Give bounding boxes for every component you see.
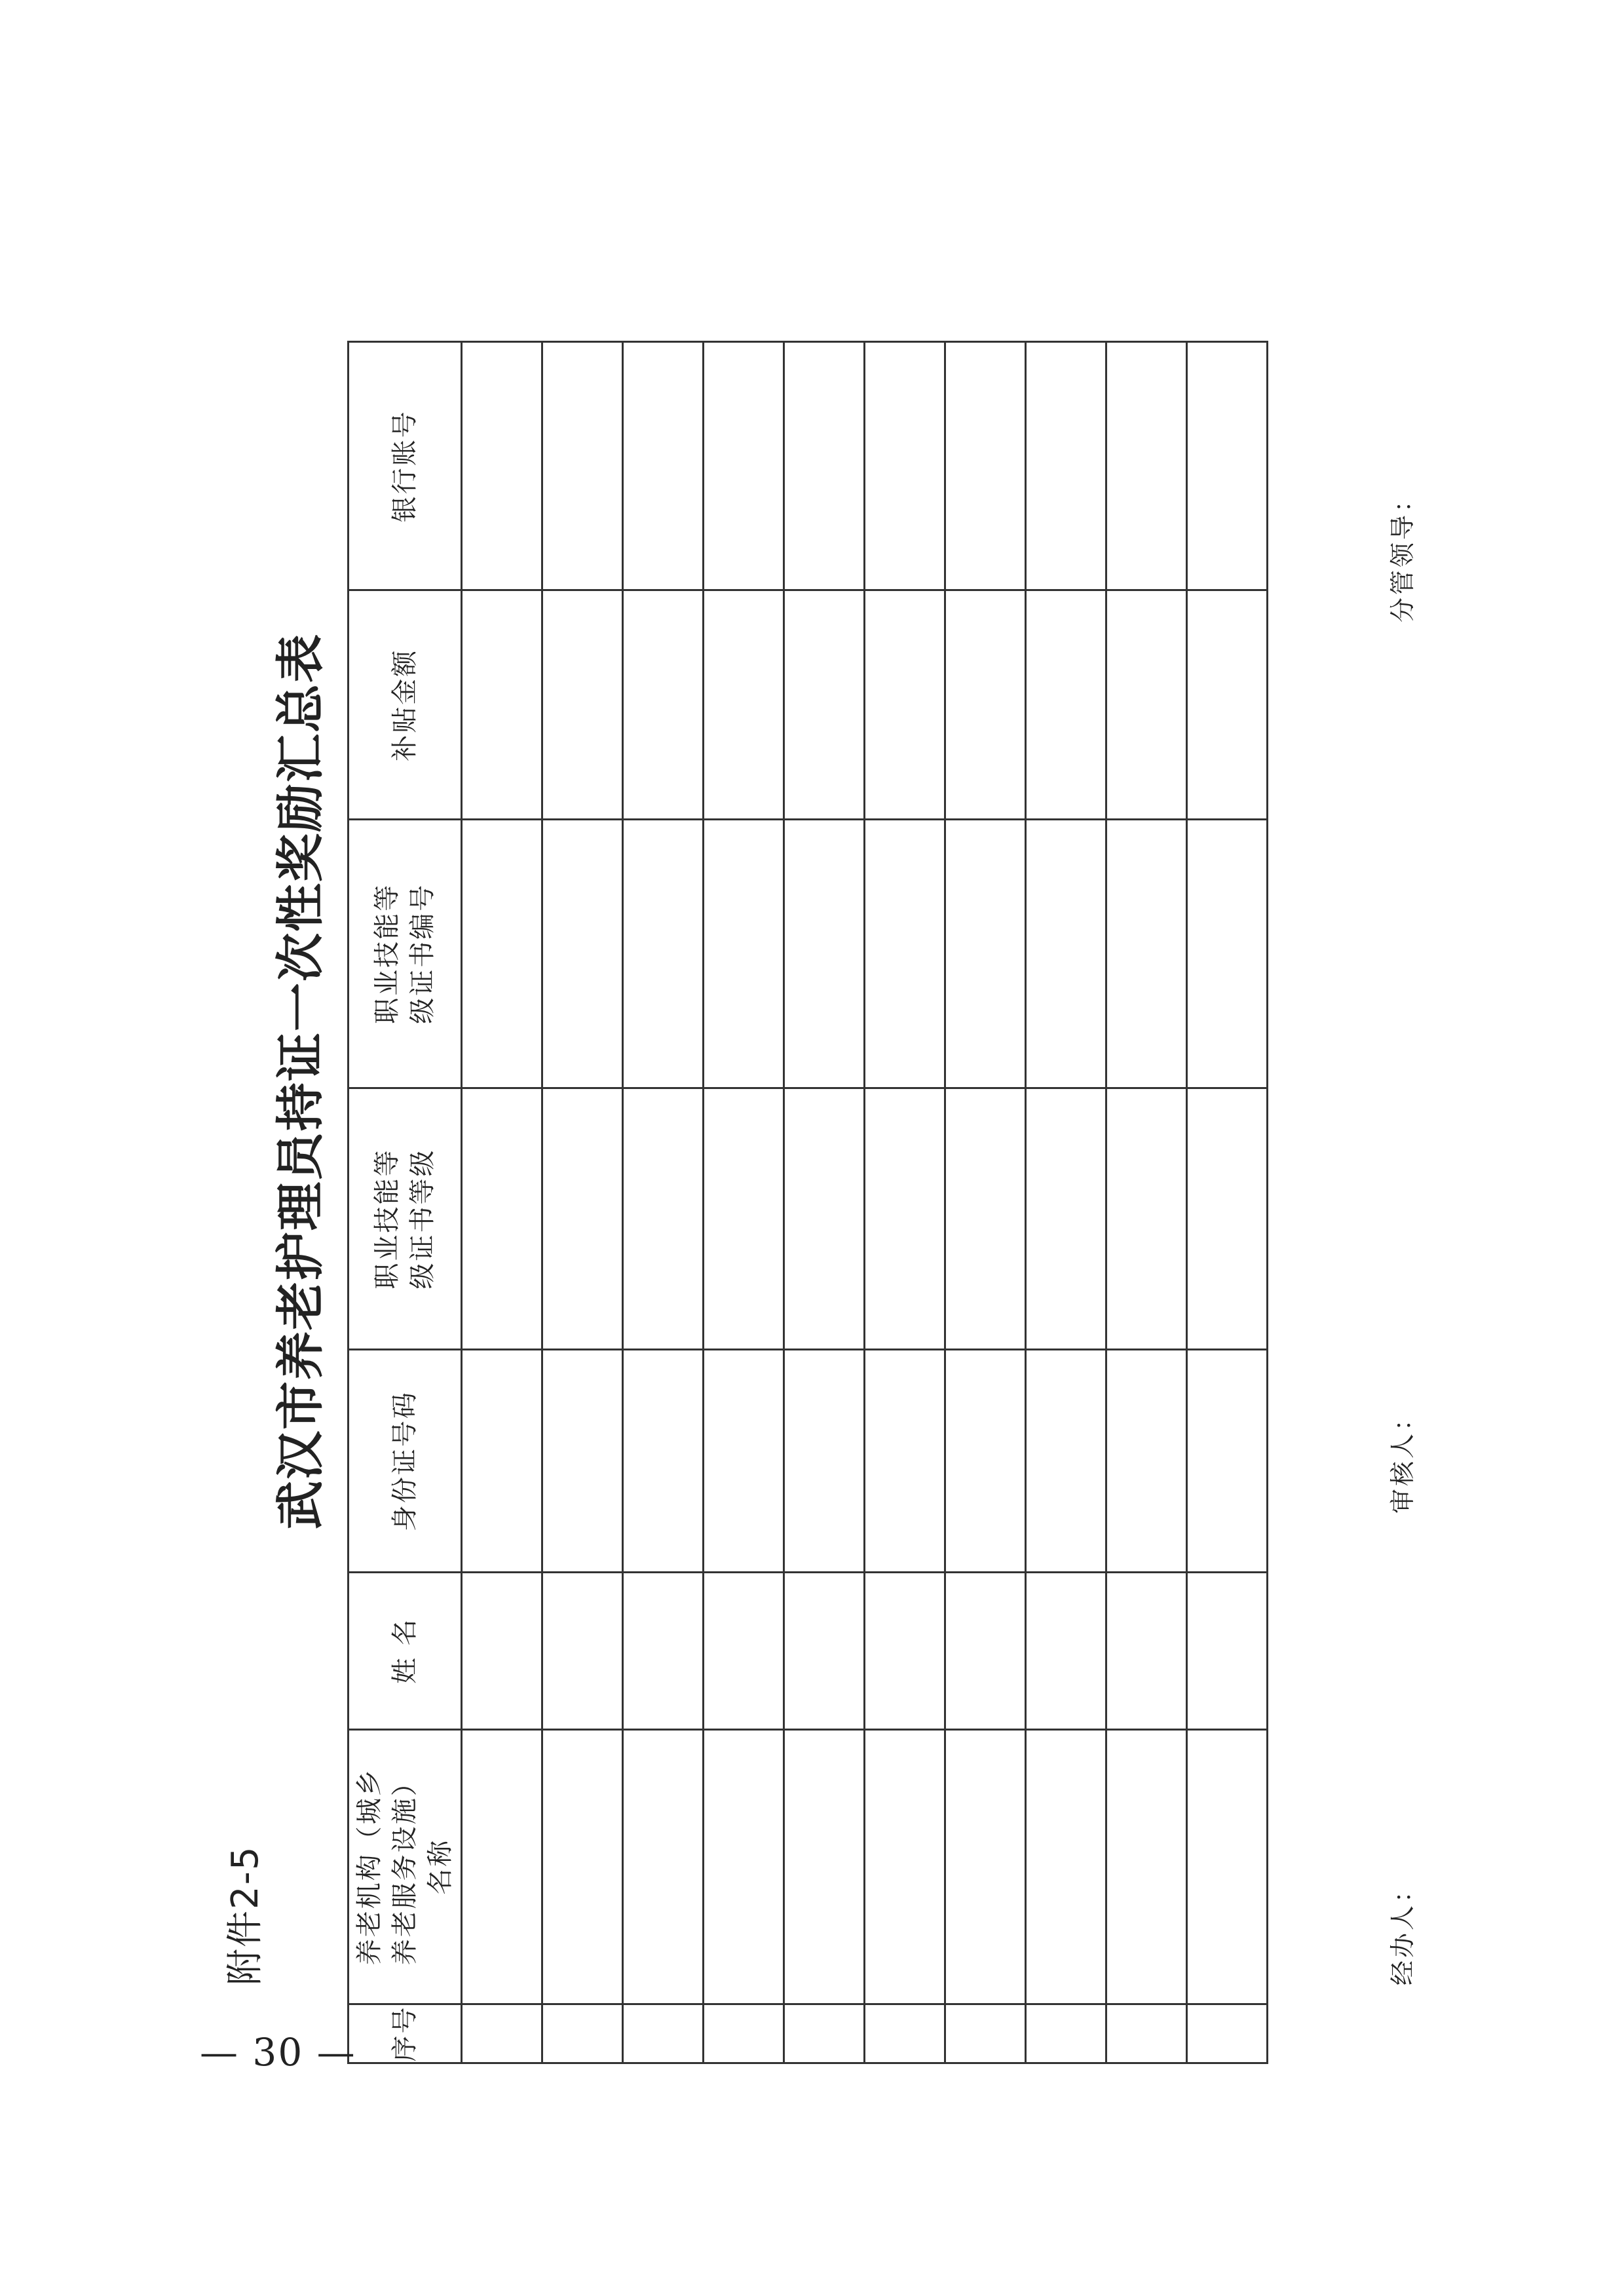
table-cell[interactable] — [704, 1729, 784, 2004]
table-row — [1026, 342, 1106, 2063]
table-cell[interactable] — [462, 1088, 542, 1350]
header-subsidy-amount: 补贴金额 — [349, 590, 462, 819]
table-cell[interactable] — [945, 342, 1026, 590]
leader-signature: 分管领导： — [1388, 484, 1417, 622]
table-cell[interactable] — [784, 819, 865, 1088]
table-cell[interactable] — [945, 819, 1026, 1088]
table-cell[interactable] — [1187, 590, 1268, 819]
table-cell[interactable] — [462, 2004, 542, 2063]
table-cell[interactable] — [1106, 342, 1187, 590]
table-cell[interactable] — [865, 819, 945, 1088]
table-cell[interactable] — [784, 1729, 865, 2004]
table-cell[interactable] — [542, 1088, 623, 1350]
table-cell[interactable] — [1106, 819, 1187, 1088]
table-cell[interactable] — [1026, 342, 1106, 590]
table-cell[interactable] — [704, 1350, 784, 1573]
table-cell[interactable] — [704, 1572, 784, 1729]
table-header-row — [349, 342, 462, 2063]
table-cell[interactable] — [1187, 2004, 1268, 2063]
summary-table — [347, 341, 1268, 2064]
table-cell[interactable] — [1106, 1088, 1187, 1350]
table-cell[interactable] — [1187, 342, 1268, 590]
table-cell[interactable] — [623, 819, 704, 1088]
table-cell[interactable] — [865, 2004, 945, 2063]
header-cert-number: 职业技能等级证书编号 — [349, 819, 462, 1088]
table-cell[interactable] — [462, 342, 542, 590]
header-name: 姓 名 — [349, 1572, 462, 1729]
table-cell[interactable] — [945, 2004, 1026, 2063]
page-number: — 30 — — [200, 2030, 356, 2075]
table-cell[interactable] — [1026, 1088, 1106, 1350]
table-cell[interactable] — [1187, 819, 1268, 1088]
table-cell[interactable] — [542, 1572, 623, 1729]
table-cell[interactable] — [1026, 1572, 1106, 1729]
table-cell[interactable] — [462, 1729, 542, 2004]
table-cell[interactable] — [1026, 1350, 1106, 1573]
annex-label: 附件2-5 — [224, 1845, 267, 1985]
table-cell[interactable] — [1106, 1729, 1187, 2004]
page-title: 武汉市养老护理员持证一次性奖励汇总表 — [273, 633, 329, 1529]
table-row — [462, 342, 542, 2063]
table-cell[interactable] — [1106, 590, 1187, 819]
table-cell[interactable] — [865, 1729, 945, 2004]
table-row — [945, 342, 1026, 2063]
table-cell[interactable] — [542, 819, 623, 1088]
table-cell[interactable] — [623, 342, 704, 590]
table-cell[interactable] — [704, 819, 784, 1088]
table-cell[interactable] — [462, 819, 542, 1088]
table-row — [1187, 342, 1268, 2063]
table-cell[interactable] — [542, 342, 623, 590]
table-cell[interactable] — [462, 1572, 542, 1729]
table-cell[interactable] — [1187, 1572, 1268, 1729]
table-cell[interactable] — [784, 342, 865, 590]
table-cell[interactable] — [623, 590, 704, 819]
reviewer-signature: 审核人： — [1388, 1403, 1417, 1514]
table-row — [1106, 342, 1187, 2063]
table-row — [542, 342, 623, 2063]
table-cell[interactable] — [865, 1350, 945, 1573]
table-cell[interactable] — [865, 1088, 945, 1350]
table-cell[interactable] — [1187, 1088, 1268, 1350]
table-cell[interactable] — [1106, 1572, 1187, 1729]
table-cell[interactable] — [784, 590, 865, 819]
table-cell[interactable] — [623, 1729, 704, 2004]
table-cell[interactable] — [623, 2004, 704, 2063]
table-cell[interactable] — [1106, 1350, 1187, 1573]
table-cell[interactable] — [784, 1088, 865, 1350]
table-cell[interactable] — [945, 1572, 1026, 1729]
header-cert-level: 职业技能等级证书等级 — [349, 1088, 462, 1350]
header-institution: 养老机构（城乡养老服务设施）名称 — [349, 1729, 462, 2004]
table-cell[interactable] — [623, 1572, 704, 1729]
table-row — [865, 342, 945, 2063]
landscape-page — [151, 98, 1559, 2064]
header-bank-account: 银行账号 — [349, 342, 462, 590]
table-cell[interactable] — [542, 1729, 623, 2004]
table-row — [704, 342, 784, 2063]
table-body — [462, 342, 1268, 2063]
table-cell[interactable] — [704, 2004, 784, 2063]
table-cell[interactable] — [623, 1088, 704, 1350]
table-row — [784, 342, 865, 2063]
table-cell[interactable] — [945, 1729, 1026, 2004]
table-cell[interactable] — [623, 1350, 704, 1573]
table-cell[interactable] — [462, 590, 542, 819]
table-row — [623, 342, 704, 2063]
table-cell[interactable] — [865, 590, 945, 819]
table-cell[interactable] — [1026, 819, 1106, 1088]
table-cell[interactable] — [1187, 1350, 1268, 1573]
header-serial: 序号 — [349, 2004, 462, 2063]
table-cell[interactable] — [784, 2004, 865, 2063]
table-cell[interactable] — [865, 342, 945, 590]
table-cell[interactable] — [704, 590, 784, 819]
table-cell[interactable] — [542, 2004, 623, 2063]
table-cell[interactable] — [945, 1350, 1026, 1573]
table-cell[interactable] — [945, 1088, 1026, 1350]
table-cell[interactable] — [865, 1572, 945, 1729]
table-cell[interactable] — [1026, 2004, 1106, 2063]
table-cell[interactable] — [704, 1088, 784, 1350]
table-cell[interactable] — [462, 1350, 542, 1573]
table-cell[interactable] — [1187, 1729, 1268, 2004]
header-id-number: 身份证号码 — [349, 1350, 462, 1573]
table-cell[interactable] — [1026, 1729, 1106, 2004]
handler-signature: 经办人： — [1388, 1875, 1417, 1985]
table-cell[interactable] — [784, 1350, 865, 1573]
table-cell[interactable] — [1026, 590, 1106, 819]
table-cell[interactable] — [542, 1350, 623, 1573]
table-cell[interactable] — [704, 342, 784, 590]
table-cell[interactable] — [1106, 2004, 1187, 2063]
table-cell[interactable] — [945, 590, 1026, 819]
table-cell[interactable] — [542, 590, 623, 819]
table-cell[interactable] — [784, 1572, 865, 1729]
